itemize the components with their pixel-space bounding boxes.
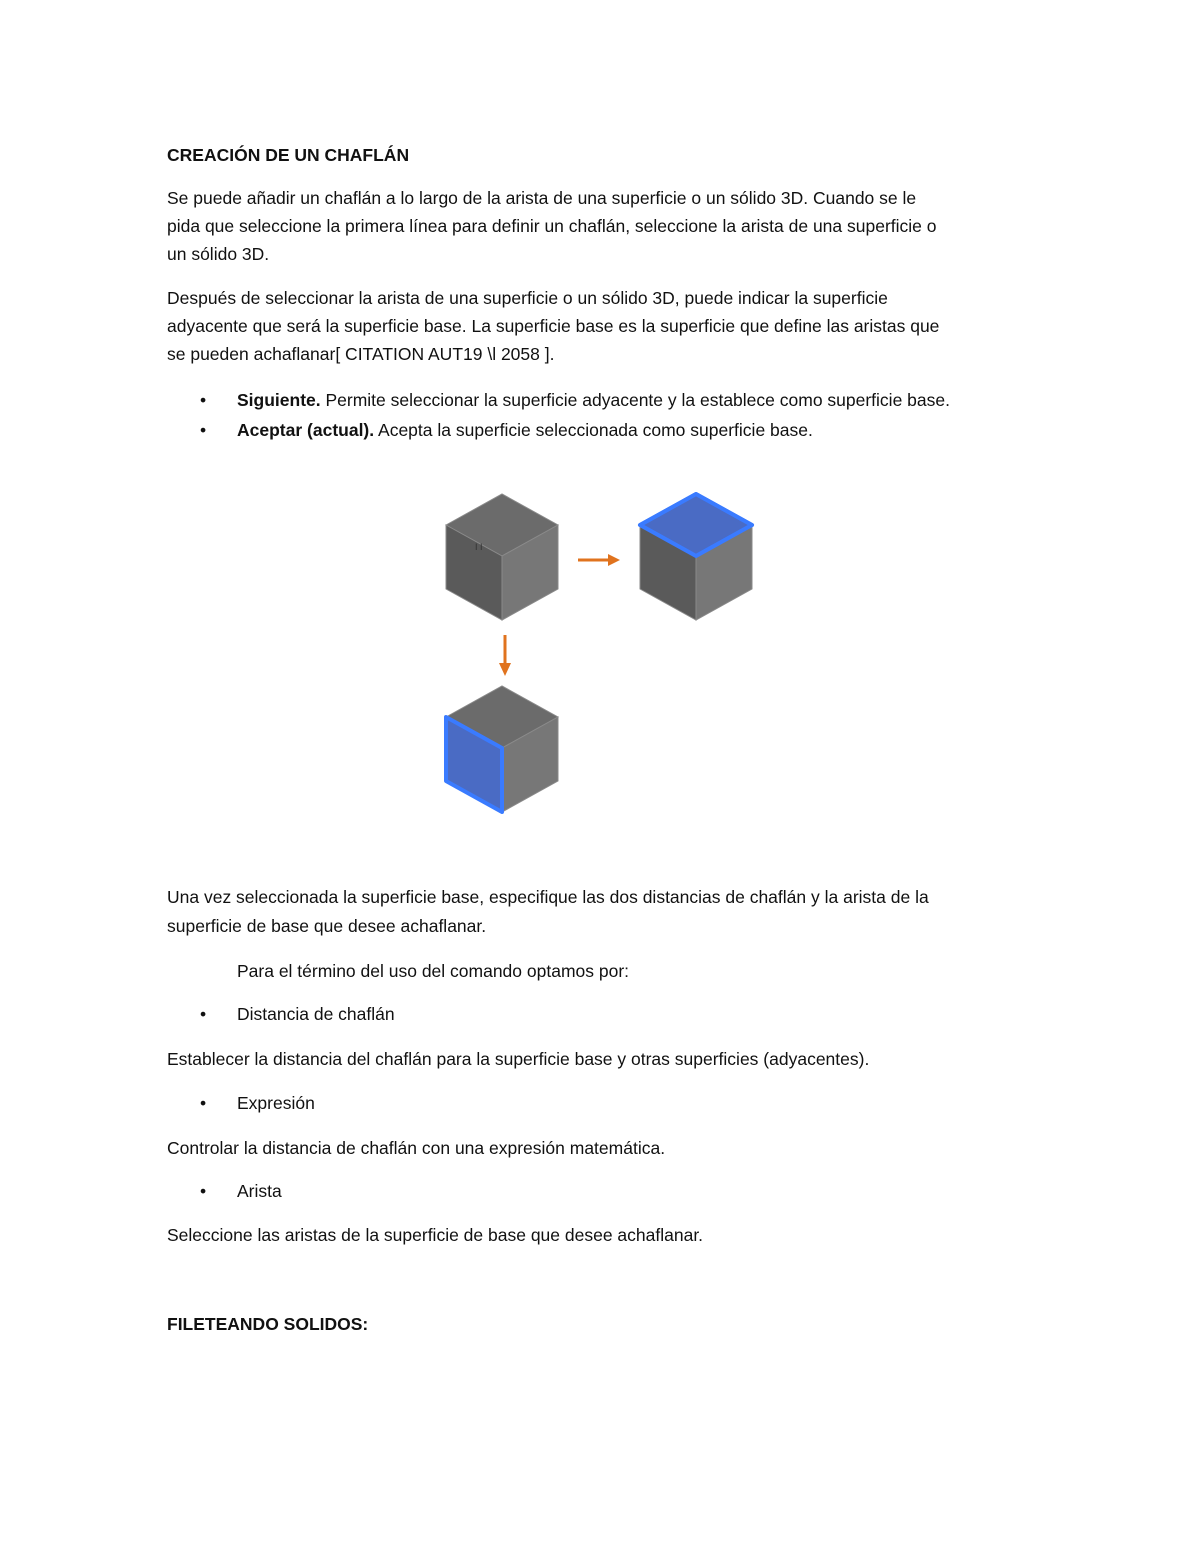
chamfer-cube-figure <box>420 470 780 830</box>
paragraph-despues-line-1: Después de seleccionar la arista de una superficie o un sólido 3D, puede indicar la superficie <box>167 288 888 308</box>
cube-side-face-selected <box>446 686 558 812</box>
paragraph-intro-line-3: un sólido 3D. <box>167 244 270 264</box>
paragraph-intro-line-2: pida que seleccione la primera línea para definir un chaflán, seleccione la arista de una superficie o <box>167 216 937 236</box>
cube-top-face-selected <box>640 494 752 620</box>
paragraph-despues-line-2: adyacente que será la superficie base. La superficie base es la superficie que define las aristas que <box>167 316 940 336</box>
paragraph-arista: Seleccione las aristas de la superficie de base que desee achaflanar. <box>167 1225 704 1245</box>
desc-siguiente: Permite seleccionar la superficie adyacente y la establece como superficie base. <box>320 390 950 410</box>
heading-creacion-chaflan: CREACIÓN DE UN CHAFLÁN <box>167 145 410 165</box>
label-arista: Arista <box>237 1181 282 1201</box>
cube-original <box>446 494 558 620</box>
label-expresion: Expresión <box>237 1093 315 1113</box>
label-distancia: Distancia de chaflán <box>237 1004 395 1024</box>
bullet-glyph: • <box>200 390 207 410</box>
arrow-down-icon <box>499 635 511 676</box>
bullet-glyph: • <box>200 1093 207 1113</box>
paragraph-una-vez-line-1: Una vez seleccionada la superficie base, especifique las dos distancias de chaflán y la arista de la <box>167 887 929 907</box>
bullet-glyph: • <box>200 420 207 440</box>
bullet-glyph: • <box>200 1181 207 1201</box>
arrow-right-icon <box>578 554 620 566</box>
paragraph-intro-line-1: Se puede añadir un chaflán a lo largo de la arista de una superficie o un sólido 3D. Cuando se le <box>167 188 917 208</box>
paragraph-una-vez-line-2: superficie de base que desee achaflanar. <box>167 916 487 936</box>
paragraph-distancia: Establecer la distancia del chaflán para la superficie base y otras superficies (adyacentes). <box>167 1049 870 1069</box>
paragraph-expresion: Controlar la distancia de chaflán con una expresión matemática. <box>167 1138 666 1158</box>
desc-aceptar: Acepta la superficie seleccionada como superficie base. <box>374 420 813 440</box>
term-aceptar: Aceptar (actual). <box>237 420 375 440</box>
paragraph-para-el-termino: Para el término del uso del comando optamos por: <box>237 961 630 981</box>
paragraph-despues-line-3: se pueden achaflanar[ CITATION AUT19 \l 2058 ]. <box>167 344 555 364</box>
term-siguiente: Siguiente. <box>237 390 321 410</box>
heading-fileteando-solidos: FILETEANDO SOLIDOS: <box>167 1314 369 1334</box>
svg-text:I I: I I <box>475 542 483 552</box>
bullet-glyph: • <box>200 1004 207 1024</box>
